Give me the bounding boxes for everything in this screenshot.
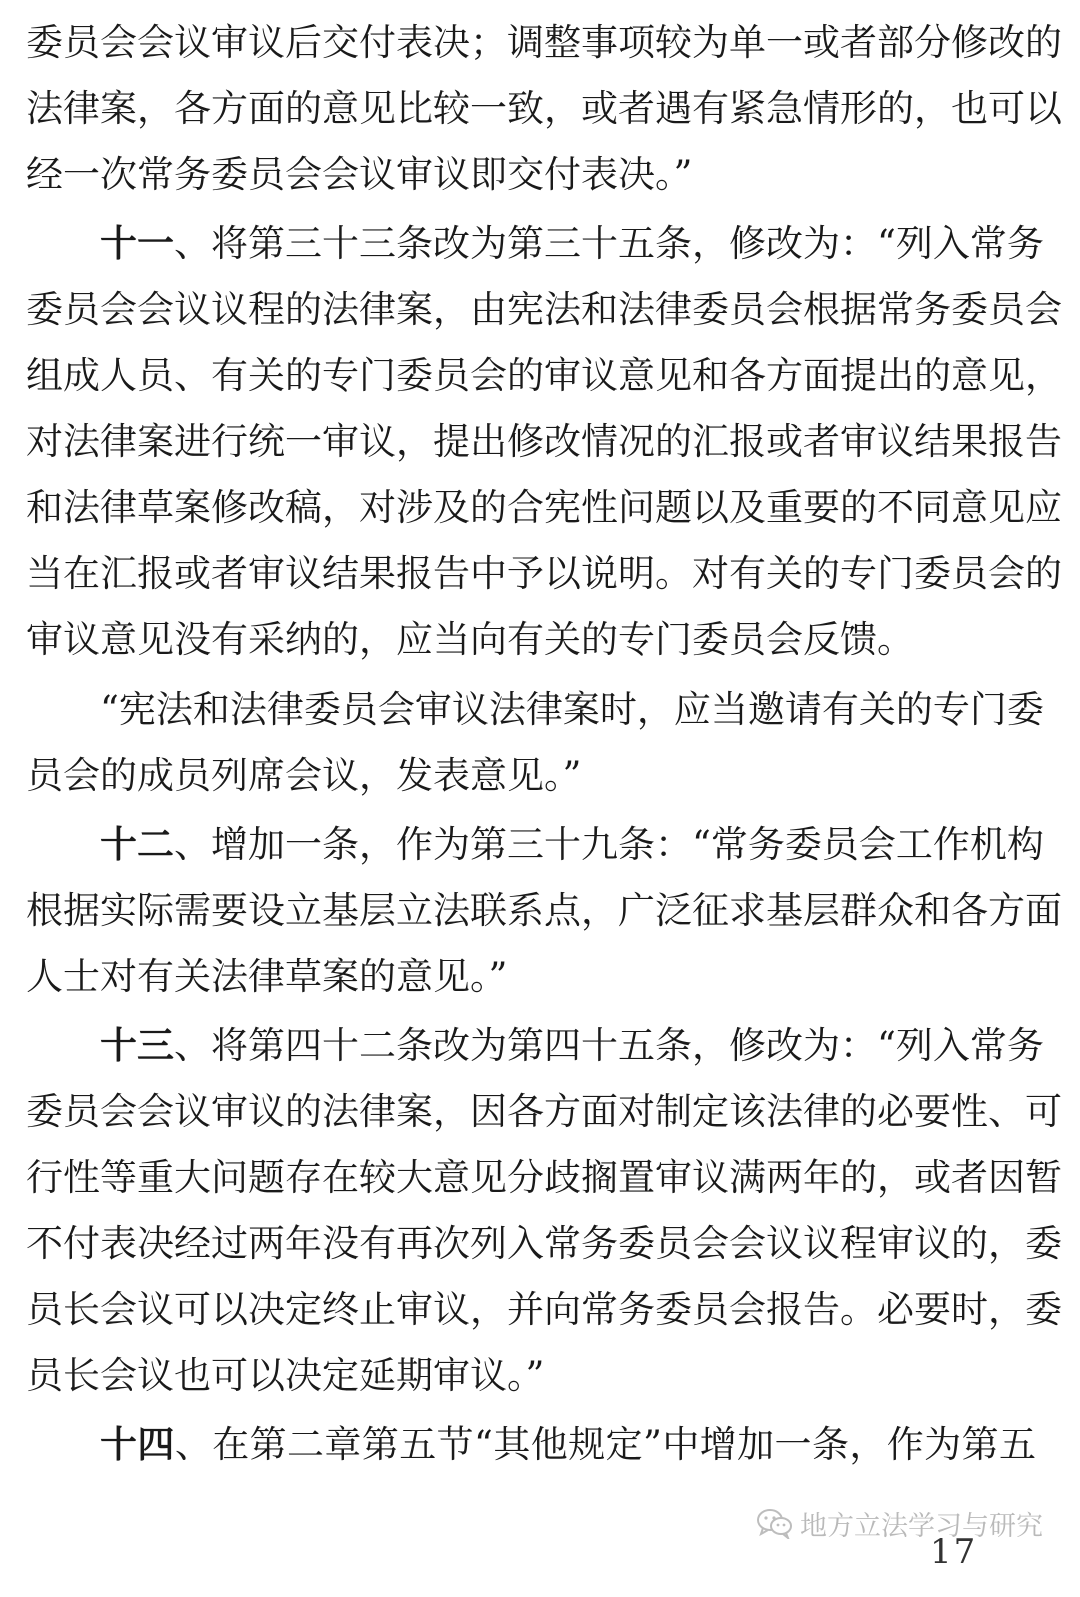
paragraph-line: 人士对有关法律草案的意见。”	[26, 955, 508, 998]
paragraph-line: 员长会议可以决定终止审议，并向常务委员会报告。必要时，委	[26, 1288, 1062, 1331]
paragraph-line: 审议意见没有采纳的，应当向有关的专门委员会反馈。	[26, 618, 914, 661]
paragraph-line: 行性等重大问题存在较大意见分歧搁置审议满两年的，或者因暂	[26, 1156, 1062, 1199]
paragraph-line: 不付表决经过两年没有再次列入常务委员会会议议程审议的，委	[26, 1222, 1062, 1265]
paragraph-line: 组成人员、有关的专门委员会的审议意见和各方面提出的意见，	[26, 354, 1062, 397]
paragraph-line	[100, 1013, 1044, 1079]
paragraph-line: 对法律案进行统一审议，提出修改情况的汇报或者审议结果报告	[26, 420, 1062, 463]
paragraph-line: “宪法和法律委员会审议法律案时，应当邀请有关的专门委	[100, 688, 1044, 731]
paragraph-text: 、增加一条，作为第三十九条：“常务委员会工作机构	[174, 823, 1044, 866]
item-number-12: 十二	[100, 823, 174, 866]
paragraph-line: 员会的成员列席会议，发表意见。”	[26, 754, 582, 797]
paragraph-line: 当在汇报或者审议结果报告中予以说明。对有关的专门委员会的	[26, 552, 1062, 595]
paragraph-text: 、将第三十三条改为第三十五条，修改为：“列入常务	[174, 222, 1044, 265]
paragraph-line: 经一次常务委员会会议审议即交付表决。”	[26, 153, 693, 196]
paragraph-line: 法律案，各方面的意见比较一致，或者遇有紧急情形的，也可以	[26, 87, 1062, 130]
paragraph-text: 、在第二章第五节“其他规定”中增加一条，作为第五	[174, 1423, 1036, 1466]
paragraph-line	[100, 812, 1044, 878]
paragraph-line: 委员会会议议程的法律案，由宪法和法律委员会根据常务委员会	[26, 288, 1062, 331]
paragraph-line: 和法律草案修改稿，对涉及的合宪性问题以及重要的不同意见应	[26, 486, 1062, 529]
watermark	[756, 1503, 1043, 1543]
paragraph-line: 员长会议也可以决定延期审议。”	[26, 1354, 545, 1397]
wechat-icon	[756, 1507, 794, 1539]
paragraph-line: 委员会会议审议后交付表决；调整事项较为单一或者部分修改的	[26, 21, 1062, 64]
paragraph-line: 委员会会议审议的法律案，因各方面对制定该法律的必要性、可	[26, 1090, 1062, 1133]
item-number-14: 十四	[100, 1423, 175, 1466]
watermark-text: 地方立法学习与研究	[800, 1510, 1043, 1542]
paragraph-line: 根据实际需要设立基层立法联系点，广泛征求基层群众和各方面	[26, 889, 1062, 932]
paragraph-text: 、将第四十二条改为第四十五条，修改为：“列入常务	[174, 1024, 1044, 1067]
item-number-13: 十三	[100, 1024, 174, 1067]
item-number-11: 十一	[100, 222, 174, 265]
paragraph-line	[100, 1412, 1036, 1478]
paragraph-line	[100, 211, 1044, 277]
page-number: 17	[930, 1532, 978, 1572]
